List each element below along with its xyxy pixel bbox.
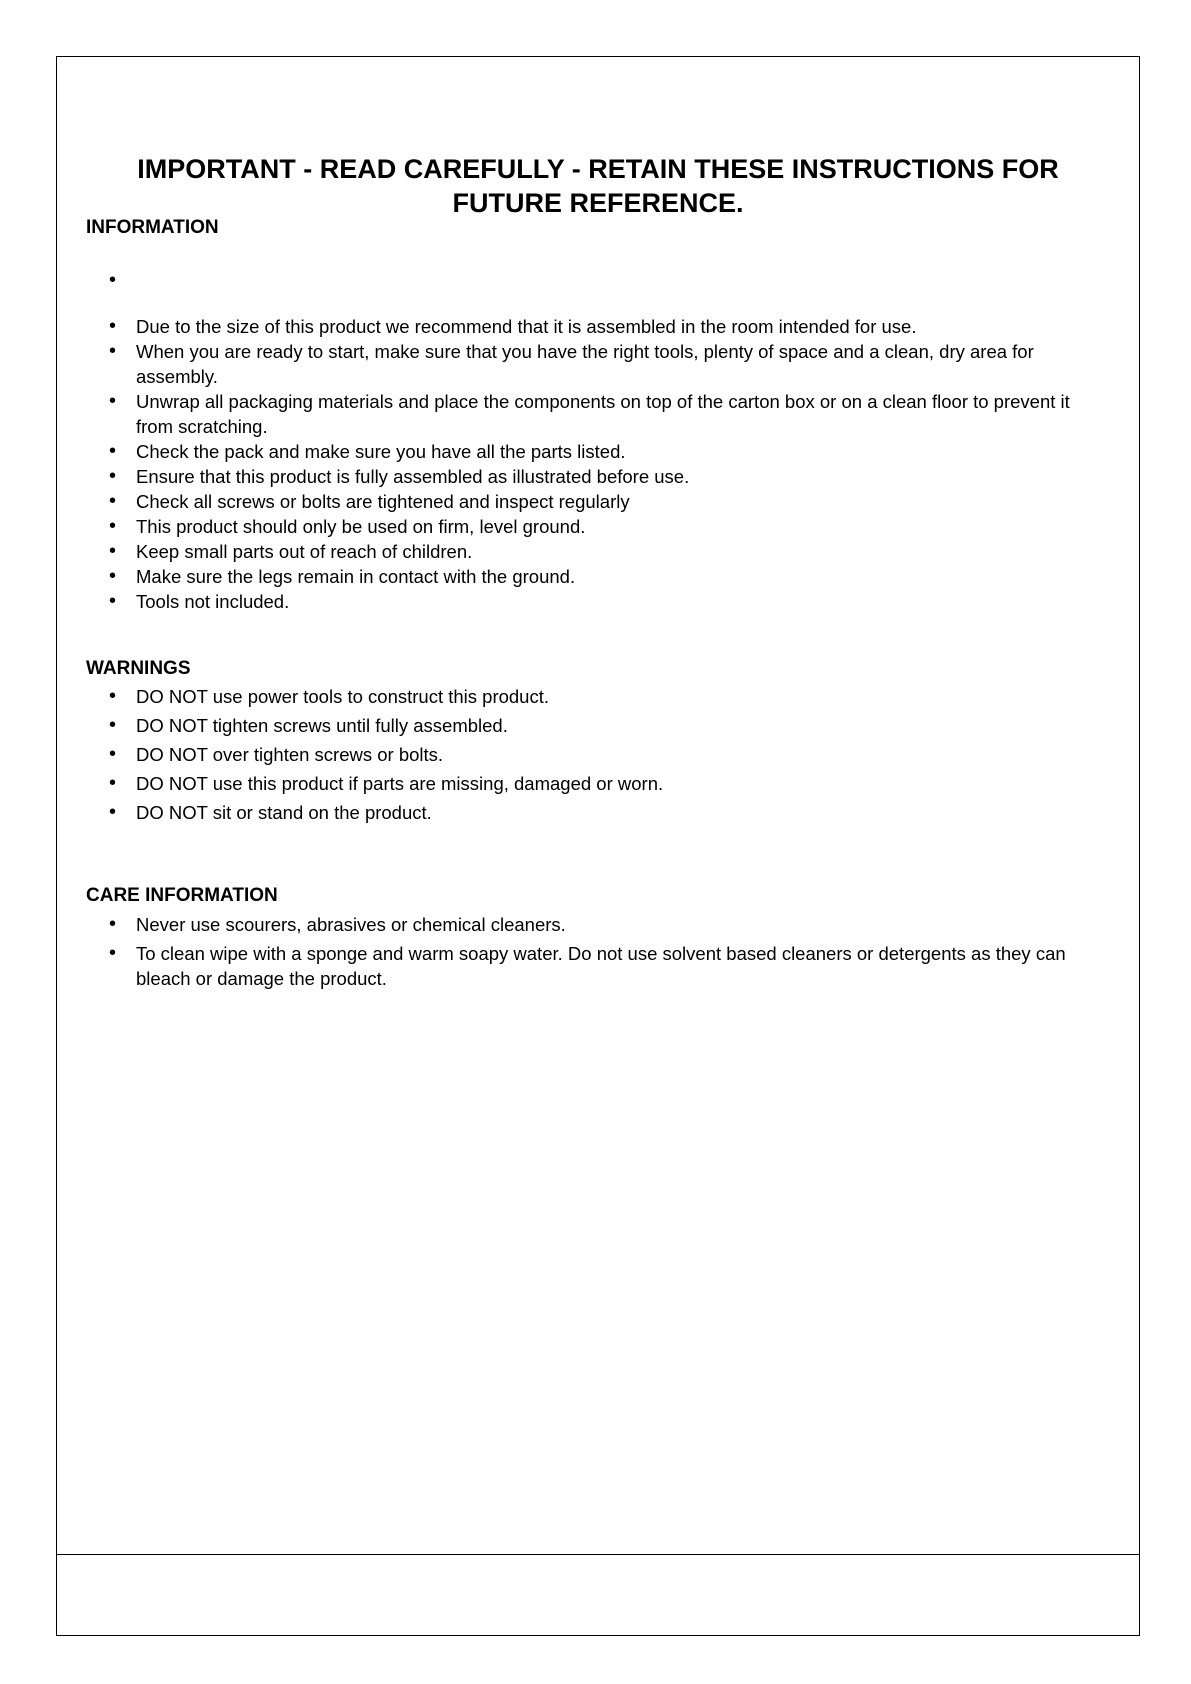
- list-item: • DO NOT tighten screws until fully assembled.: [86, 713, 1106, 738]
- list-item: • Tools not included.: [86, 589, 1106, 614]
- list-item: • DO NOT use power tools to construct this product.: [86, 684, 1106, 709]
- list-item: • Keep small parts out of reach of children.: [86, 539, 1106, 564]
- list-item: • This product should only be used on firm, level ground.: [86, 514, 1106, 539]
- information-heading: INFORMATION: [86, 217, 219, 238]
- empty-bullet: •: [109, 269, 117, 291]
- footer-divider: [56, 1554, 1140, 1555]
- list-item: • DO NOT over tighten screws or bolts.: [86, 742, 1106, 767]
- page-border: [56, 56, 1140, 1636]
- list-item: • Make sure the legs remain in contact with the ground.: [86, 564, 1106, 589]
- warnings-heading: WARNINGS: [86, 658, 191, 679]
- list-item: • Check the pack and make sure you have all the parts listed.: [86, 439, 1106, 464]
- care-information-heading: CARE INFORMATION: [86, 885, 278, 906]
- list-item: • Ensure that this product is fully assembled as illustrated before use.: [86, 464, 1106, 489]
- page-title: IMPORTANT - READ CAREFULLY - RETAIN THESE INSTRUCTIONS FOR FUTURE REFERENCE.: [137, 154, 1059, 218]
- list-item: • DO NOT use this product if parts are missing, damaged or worn.: [86, 771, 1106, 796]
- list-item: • DO NOT sit or stand on the product.: [86, 800, 1106, 825]
- information-list: [86, 314, 1106, 614]
- list-item: • Check all screws or bolts are tightened and inspect regularly: [86, 489, 1106, 514]
- list-item: • To clean wipe with a sponge and warm soapy water. Do not use solvent based cleaners or detergents as they can bleach or damage the product.: [86, 941, 1106, 991]
- list-item: • Never use scourers, abrasives or chemical cleaners.: [86, 912, 1106, 937]
- care-information-list: [86, 912, 1106, 995]
- list-item: • Unwrap all packaging materials and place the components on top of the carton box or on a clean floor to prevent it from scratching.: [86, 389, 1106, 439]
- list-item: • When you are ready to start, make sure that you have the right tools, plenty of space and a clean, dry area for assembly.: [86, 339, 1106, 389]
- warnings-list: [86, 684, 1106, 829]
- list-item: • Due to the size of this product we recommend that it is assembled in the room intended for use.: [86, 314, 1106, 339]
